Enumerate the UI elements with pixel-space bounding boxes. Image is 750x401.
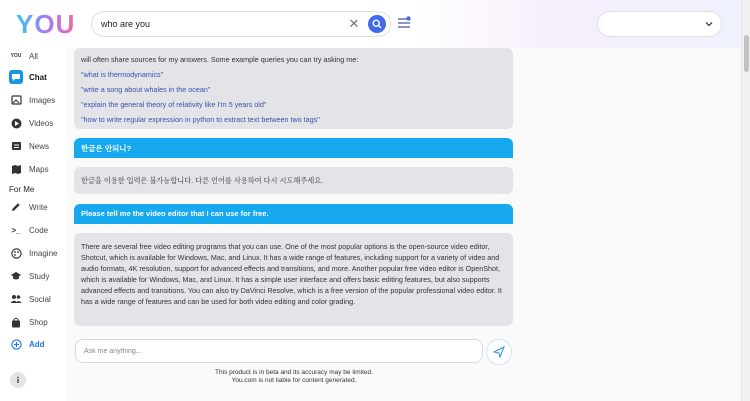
sidebar-item-label: Study [29, 271, 50, 281]
chevron-down-icon [704, 19, 714, 29]
user-message: 한글은 안되니? [74, 138, 513, 158]
sidebar-item-study[interactable] [9, 268, 49, 284]
sidebar-item-label: Chat [29, 72, 47, 82]
account-dropdown[interactable] [597, 11, 722, 37]
sidebar-item-label: All [29, 51, 38, 61]
shopping-bag-icon [9, 315, 23, 329]
intro-text: will often share sources for my answers. Some example queries you can try asking me: [81, 55, 359, 64]
sidebar [0, 48, 66, 401]
scrollbar[interactable] [741, 0, 750, 401]
bot-message-text: There are several free video editing programs that you can use. One of the most popular options is the open-source video editor, Shotcut, which is available for Windows, Mac, and Linux. It has a wide range of features, including support for a variety of video and audio formats, 4K resolution, support for advanced effects and transitions, and more. Another popular free video editor is OpenShot, which is available for Windows, Mac, and Linux. It has a simple user interface and offers basic editing features, but also supports advanced effects and transitions. You can also try DaVinci Resolve, which is a free version of the popular professional video editor. It has a wide range of features and can be used for both video editing and color grading. [81, 242, 502, 306]
chat-icon [9, 70, 23, 84]
for-me-heading: For Me [9, 185, 35, 194]
top-bar [0, 0, 750, 48]
sidebar-item-label: News [29, 141, 50, 151]
sidebar-item-label: Write [29, 202, 48, 212]
bot-message [74, 233, 513, 326]
message-input[interactable] [76, 341, 482, 363]
send-icon [493, 346, 505, 358]
search-icon [372, 19, 382, 29]
news-icon [9, 139, 23, 153]
graduation-cap-icon [9, 269, 23, 283]
terminal-icon: >_ [11, 225, 21, 235]
sidebar-item-maps[interactable] [9, 161, 49, 177]
palette-icon [9, 246, 23, 260]
sidebar-item-label: Social [29, 294, 51, 304]
example-query-link[interactable]: "what is thermodynamics" [81, 70, 164, 79]
sidebar-item-shop[interactable] [9, 314, 48, 330]
send-button[interactable] [486, 339, 512, 365]
sidebar-item-code[interactable] [9, 222, 48, 238]
example-query-link[interactable]: "explain the general theory of relativity like I'm 5 years old" [81, 100, 267, 109]
sidebar-item-chat[interactable] [9, 69, 47, 85]
example-query-link[interactable]: "how to write regular expression in python to extract text between two tags" [81, 115, 320, 124]
plus-circle-icon [9, 337, 23, 351]
image-icon [9, 93, 23, 107]
disclaimer-line: You.com is not liable for content generated. [231, 377, 357, 384]
sidebar-item-social[interactable] [9, 291, 51, 307]
sidebar-item-label: Maps [29, 164, 49, 174]
people-icon [9, 292, 23, 306]
sidebar-item-images[interactable] [9, 92, 55, 108]
sidebar-item-all[interactable] [9, 48, 38, 64]
you-logo[interactable]: YOU [16, 9, 76, 39]
sidebar-item-write[interactable] [9, 199, 48, 215]
sidebar-item-label: Videos [29, 118, 54, 128]
search-button[interactable] [368, 15, 386, 33]
search-input[interactable]: who are you [101, 19, 151, 29]
add-button[interactable] [9, 336, 45, 352]
info-icon [14, 376, 22, 384]
sidebar-item-label: Images [29, 95, 56, 105]
video-icon [9, 116, 23, 130]
info-button[interactable] [10, 372, 26, 388]
disclaimer [75, 369, 513, 385]
pencil-icon [9, 200, 23, 214]
sidebar-item-label: Shop [29, 317, 48, 327]
message-composer[interactable] [75, 339, 483, 363]
sidebar-item-imagine[interactable] [9, 245, 57, 261]
scrollbar-thumb[interactable] [744, 35, 749, 72]
sidebar-item-videos[interactable] [9, 115, 53, 131]
bot-message [74, 167, 513, 194]
disclaimer-line: This product is in beta and its accuracy may be limited. [215, 369, 373, 376]
sidebar-item-label: Imagine [29, 248, 58, 258]
you-logo-icon: YOU [10, 53, 22, 59]
close-icon[interactable]: ✕ [348, 16, 360, 31]
search-bar[interactable] [91, 11, 391, 37]
bot-message-intro [74, 48, 513, 129]
map-icon [9, 162, 23, 176]
user-message: Please tell me the video editor that I can use for free. [74, 204, 513, 224]
bot-message-text: 한글을 이용한 입력은 불가능합니다. 다른 언어를 사용하여 다시 시도해주세요. [81, 176, 324, 185]
chat-area [66, 48, 741, 401]
add-label: Add [29, 339, 45, 349]
sidebar-item-news[interactable] [9, 138, 49, 154]
filter-settings-icon[interactable] [397, 16, 411, 30]
sidebar-item-label: Code [29, 225, 49, 235]
example-query-link[interactable]: "write a song about whales in the ocean" [81, 85, 211, 94]
